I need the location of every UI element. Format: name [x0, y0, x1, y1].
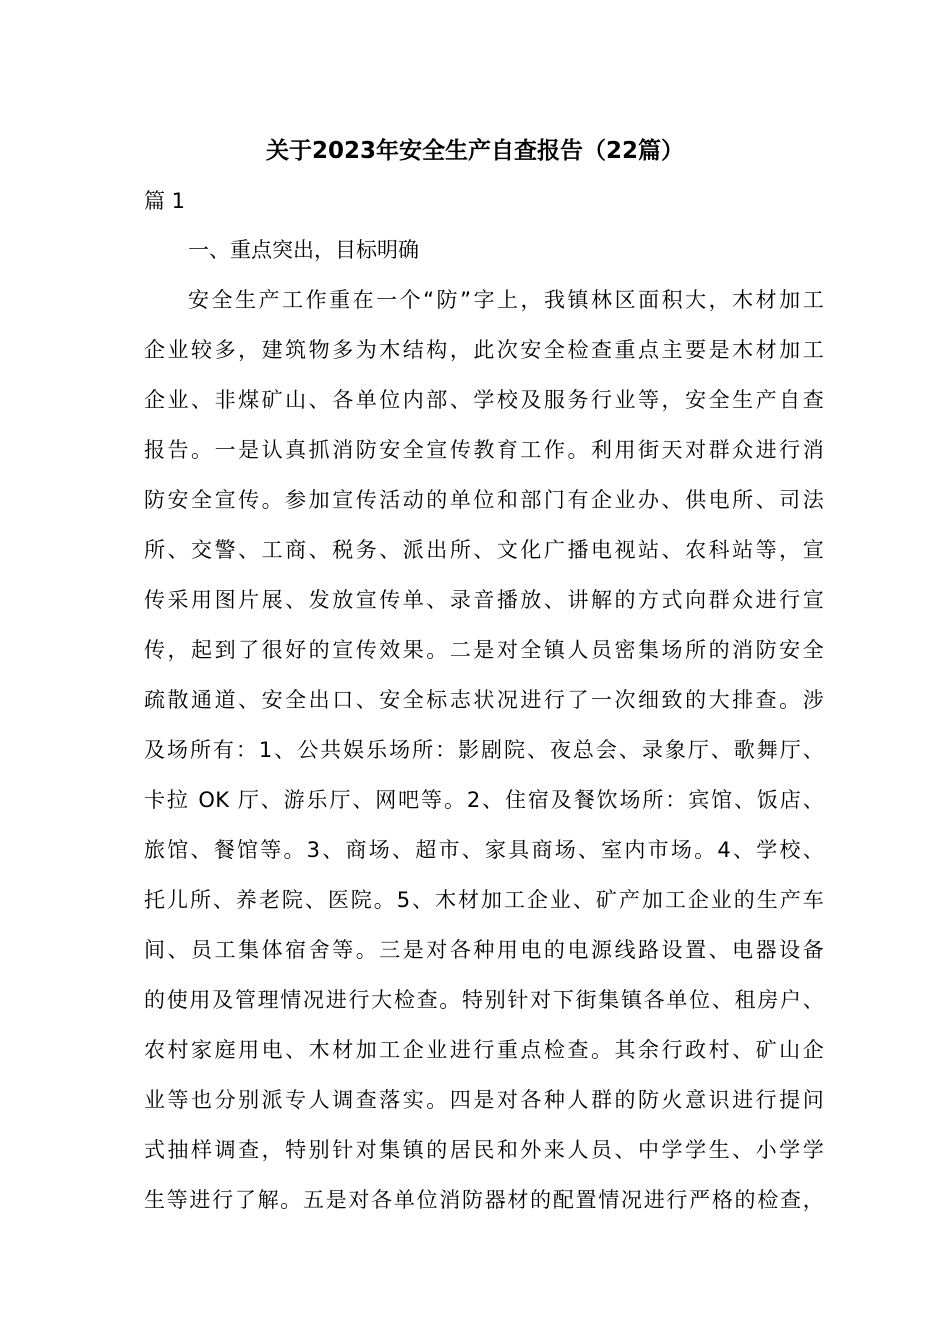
section-heading: 一、重点突出，目标明确 [188, 238, 419, 262]
paragraph-line: 所、交警、工商、税务、派出所、文化广播电视站、农科站等，宣 [144, 538, 824, 562]
paragraph-line: 业等也分别派专人调查落实。四是对各种人群的防火意识进行提问 [144, 1088, 824, 1112]
paragraph-line: 间、员工集体宿舍等。三是对各种用电的电源线路设置、电器设备 [144, 938, 824, 962]
paragraph-line: 企业、非煤矿山、各单位内部、学校及服务行业等，安全生产自查 [144, 388, 824, 412]
section-label: 篇 1 [144, 189, 186, 213]
paragraph-line: 安全生产工作重在一个“防”字上，我镇林区面积大，木材加工 [188, 288, 824, 312]
body-paragraph [144, 284, 824, 1234]
paragraph-line: 农村家庭用电、木材加工企业进行重点检查。其余行政村、矿山企 [144, 1038, 824, 1062]
paragraph-line: 生等进行了解。五是对各单位消防器材的配置情况进行严格的检查， [144, 1188, 824, 1212]
paragraph-line: 疏散通道、安全出口、安全标志状况进行了一次细致的大排查。涉 [144, 688, 824, 712]
paragraph-line: 托儿所、养老院、医院。5、木材加工企业、矿产加工企业的生产车 [144, 888, 824, 912]
paragraph-line: 传采用图片展、发放宣传单、录音播放、讲解的方式向群众进行宣 [144, 588, 824, 612]
paragraph-line: 式抽样调查，特别针对集镇的居民和外来人员、中学学生、小学学 [144, 1138, 824, 1162]
paragraph-line: 及场所有：1、公共娱乐场所：影剧院、夜总会、录象厅、歌舞厅、 [144, 738, 824, 762]
paragraph-line: 旅馆、餐馆等。3、商场、超市、家具商场、室内市场。4、学校、 [144, 838, 824, 862]
paragraph-line: 传，起到了很好的宣传效果。二是对全镇人员密集场所的消防安全 [144, 638, 824, 662]
paragraph-line: 的使用及管理情况进行大检查。特别针对下街集镇各单位、租房户、 [144, 988, 824, 1012]
paragraph-line: 企业较多，建筑物多为木结构，此次安全检查重点主要是木材加工 [144, 338, 824, 362]
paragraph-line: 卡拉 OK 厅、游乐厅、网吧等。2、住宿及餐饮场所：宾馆、饭店、 [144, 788, 824, 812]
document-title: 关于2023年安全生产自查报告（22篇） [265, 138, 685, 164]
paragraph-line: 报告。一是认真抓消防安全宣传教育工作。利用街天对群众进行消 [144, 438, 824, 462]
paragraph-line: 防安全宣传。参加宣传活动的单位和部门有企业办、供电所、司法 [144, 488, 824, 512]
